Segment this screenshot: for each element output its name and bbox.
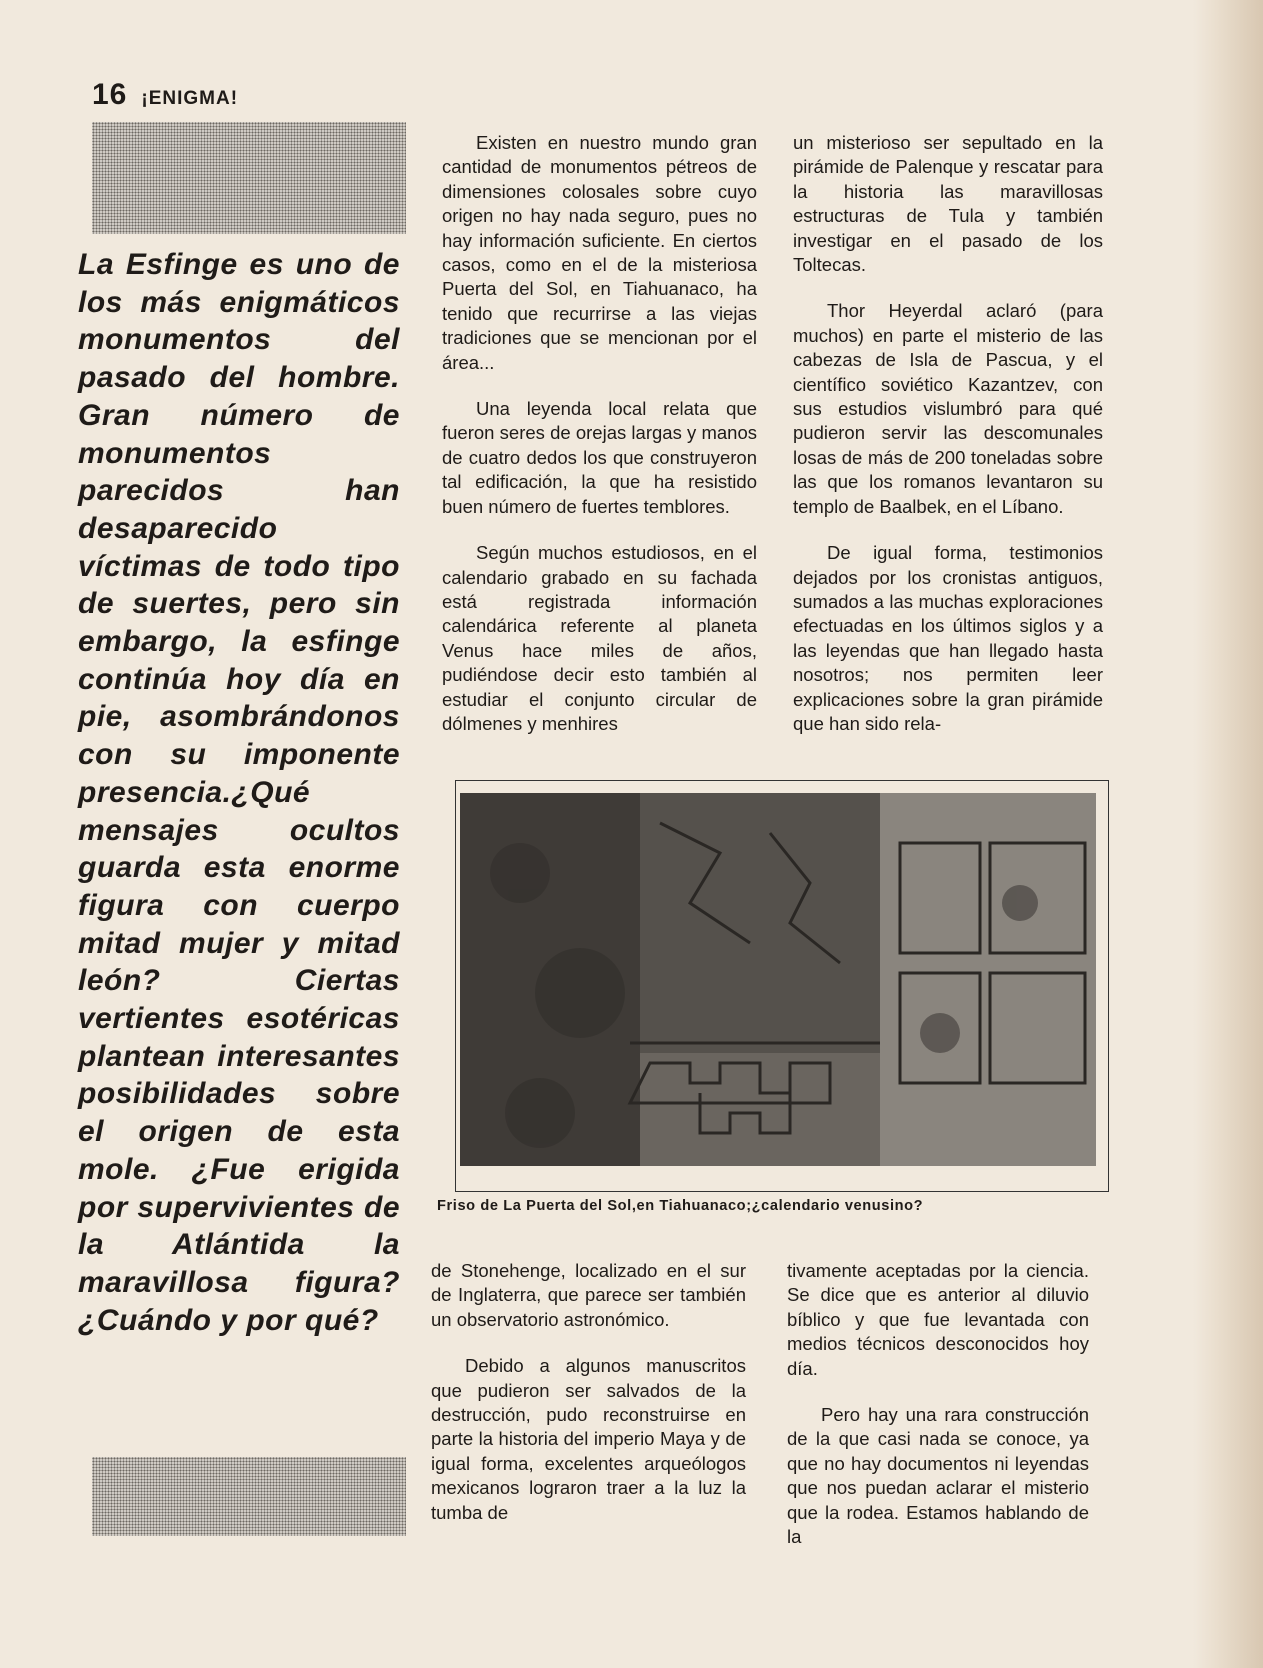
photo-caption: Friso de La Puerta del Sol,en Tiahuanaco;¿calendario venusino? (437, 1198, 924, 1214)
paragraph: Pero hay una rara construcción de la que casi nada se conoce, ya que no hay documentos ni leyendas que nos puedan aclarar el misterio que la rodea. Estamos hablando de la (787, 1404, 1089, 1548)
article-column-3 (431, 1259, 746, 1525)
article-column-1 (442, 131, 757, 736)
paragraph: un misterioso ser sepultado en la pirámide de Palenque y rescatar para la historia las maravillosas estructuras de Tula y también investigar en el pasado de los Toltecas. (793, 132, 1103, 276)
paragraph: Thor Heyerdal aclaró (para muchos) en parte el misterio de las cabezas de Isla de Pascua, y el científico soviético Kazantzev, con sus estudios vislumbró para qué pudieron servir las descomunales losas de más de 200 toneladas sobre las que los romanos levantaron su templo de Baalbek, en el Líbano. (793, 300, 1103, 517)
paragraph: de Stonehenge, localizado en el sur de Inglaterra, que parece ser también un observatorio astronómico. (431, 1260, 746, 1330)
halftone-box-top (92, 122, 406, 234)
page-number: 16 (92, 78, 128, 111)
article-column-4 (787, 1259, 1089, 1549)
puerta-del-sol-frieze-photo (460, 793, 1096, 1166)
paper-edge-shadow (1193, 0, 1263, 1668)
paragraph: Existen en nuestro mundo gran cantidad de monumentos pétreos de dimensiones colosales sobre cuyo origen no hay nada seguro, pues no hay información suficiente. En ciertos casos, como en el de la misteriosa Puerta del Sol, en Tiahuanaco, ha tenido que recurrirse a las viejas tradiciones que se mencionan por el área... (442, 132, 757, 373)
page-header (92, 78, 238, 112)
paragraph: Según muchos estudiosos, en el calendario grabado en su fachada está registrada información calendárica referente al planeta Venus hace miles de años, pudiéndose decir esto también al estudiar el conjunto circular de dólmenes y menhires (442, 542, 757, 734)
paragraph: Debido a algunos manuscritos que pudieron ser salvados de la destrucción, pudo reconstruirse en parte la historia del imperio Maya y de igual forma, excelentes arqueólogos mexicanos lograron traer a la luz la tumba de (431, 1355, 746, 1523)
paragraph: De igual forma, testimonios dejados por los cronistas antiguos, sumados a las muchas exploraciones efectuadas en los últimos siglos y a las leyendas que han llegado hasta nosotros; nos permiten leer explicaciones sobre la gran pirámide que han sido rela- (793, 542, 1103, 734)
intro-text: La Esfinge es uno de los más enigmáticos monumentos del pasado del hombre. Gran número de monumentos parecidos han desaparecido víctimas de todo tipo de suertes, pero sin embargo, la esfinge continúa hoy día en pie, asombrándonos con su imponente presencia.¿Qué mensajes ocultos guarda esta enorme figura con cuerpo mitad mujer y mitad león? Ciertas vertientes esotéricas plantean interesantes posibilidades sobre el origen de esta mole. ¿Fue erigida por supervivientes de la Atlántida la maravillosa figura? ¿Cuándo y por qué? (78, 248, 400, 1337)
paragraph: Una leyenda local relata que fueron seres de orejas largas y manos de cuatro dedos los que construyeron tal edificación, la que ha resistido buen número de fuertes temblores. (442, 398, 757, 517)
article-column-2 (793, 131, 1103, 736)
paragraph: tivamente aceptadas por la ciencia. Se dice que es anterior al diluvio bíblico y que fue levantada con medios técnicos desconocidos hoy día. (787, 1260, 1089, 1379)
magazine-name: ¡ENIGMA! (141, 88, 239, 109)
halftone-box-bottom (92, 1457, 406, 1536)
